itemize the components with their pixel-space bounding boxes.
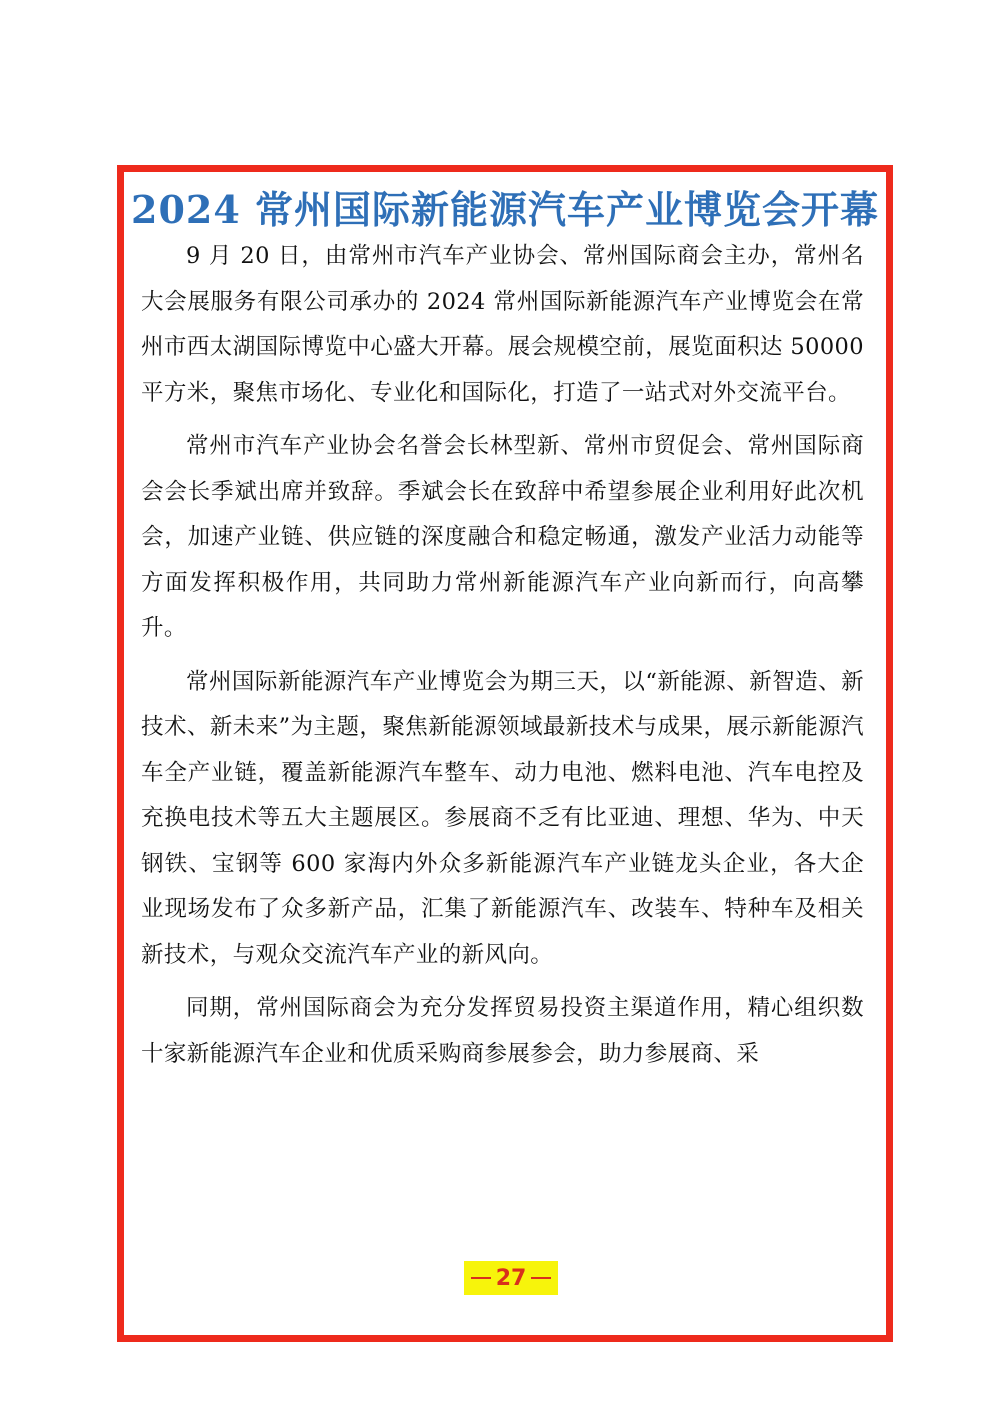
page-number: 27 (495, 1265, 527, 1291)
page-frame (117, 165, 893, 1342)
page-number-dash-left (471, 1277, 491, 1279)
article-body (141, 234, 864, 1085)
paragraph-1: 9 月 20 日，由常州市汽车产业协会、常州国际商会主办，常州名大会展服务有限公司承办的 2024 常州国际新能源汽车产业博览会在常州市西太湖国际博览中心盛大开幕。展会规模空前，展览面积达 50000 平方米，聚焦市场化、专业化和国际化，打造了一站式对外交流平台。 (141, 243, 864, 406)
page-number-badge (464, 1261, 558, 1295)
paragraph-2: 常州市汽车产业协会名誉会长林型新、常州市贸促会、常州国际商会会长季斌出席并致辞。季斌会长在致辞中希望参展企业利用好此次机会，加速产业链、供应链的深度融合和稳定畅通，激发产业活力动能等方面发挥积极作用，共同助力常州新能源汽车产业向新而行，向高攀升。 (141, 433, 864, 641)
page-number-dash-right (531, 1277, 551, 1279)
paragraph-4: 同期，常州国际商会为充分发挥贸易投资主渠道作用，精心组织数十家新能源汽车企业和优质采购商参展参会，助力参展商、采 (141, 995, 864, 1067)
article-title: 2024 常州国际新能源汽车产业博览会开幕 (131, 187, 879, 232)
paragraph-3: 常州国际新能源汽车产业博览会为期三天，以“新能源、新智造、新技术、新未来”为主题，聚焦新能源领域最新技术与成果，展示新能源汽车全产业链，覆盖新能源汽车整车、动力电池、燃料电池、汽车电控及充换电技术等五大主题展区。参展商不乏有比亚迪、理想、华为、中天钢铁、宝钢等 600 家海内外众多新能源汽车产业链龙头企业，各大企业现场发布了众多新产品，汇集了新能源汽车、改装车、特种车及相关新技术，与观众交流汽车产业的新风向。 (141, 668, 864, 968)
